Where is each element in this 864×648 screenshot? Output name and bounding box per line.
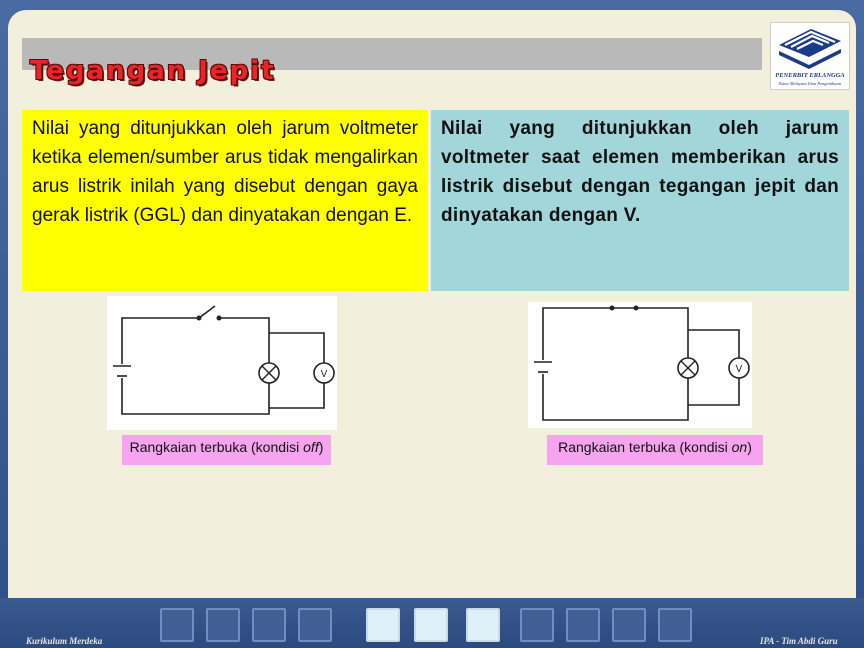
footer-curriculum: Kurikulum Merdeka — [26, 636, 103, 646]
voltmeter-label: V — [320, 369, 328, 380]
caption-state: on — [731, 439, 748, 455]
decor-tile — [466, 608, 500, 642]
voltmeter-icon — [314, 363, 334, 383]
circuit-off-diagram — [107, 296, 337, 430]
circuit-on-diagram — [528, 302, 752, 428]
lamp-icon — [259, 363, 279, 383]
emf-definition-box — [22, 110, 428, 291]
emf-definition-text: Nilai yang ditunjukkan oleh jarum voltmeter ketika elemen/sumber arus tidak mengalirkan arus listrik inilah yang disebut dengan gaya gerak listrik (GGL) dan dinyatakan dengan E. — [32, 118, 418, 226]
publisher-logo — [770, 22, 850, 90]
decor-tile — [658, 608, 692, 642]
caption-prefix: Rangkaian terbuka (kondisi — [129, 439, 304, 455]
terminal-voltage-definition-box — [431, 110, 849, 291]
caption-suffix: ) — [747, 439, 752, 455]
caption-prefix: Rangkaian terbuka (kondisi — [558, 439, 732, 455]
decor-tile — [298, 608, 332, 642]
logo-tagline: Kami Melayani Ilmu Pengetahuan — [778, 81, 842, 86]
decor-tile — [206, 608, 240, 642]
erlangga-logo-icon — [771, 23, 849, 73]
decor-tile — [160, 608, 194, 642]
caption-state: off — [303, 439, 319, 455]
caption-circuit-off — [122, 435, 331, 465]
voltmeter-label: V — [735, 364, 743, 375]
terminal-voltage-definition-text: Nilai yang ditunjukkan oleh jarum voltmeter saat elemen memberikan arus listrik disebut dengan tegangan jepit dan dinyatakan dengan V. — [441, 118, 839, 226]
slide-title: Tegangan Jepit — [30, 56, 276, 86]
decor-tile — [414, 608, 448, 642]
decor-tile — [366, 608, 400, 642]
lamp-icon — [678, 358, 698, 378]
voltmeter-icon — [729, 358, 749, 378]
decor-tile — [612, 608, 646, 642]
decor-tile — [566, 608, 600, 642]
caption-circuit-on — [547, 435, 763, 465]
decor-tile — [520, 608, 554, 642]
caption-suffix: ) — [318, 439, 324, 455]
footer-author: IPA - Tim Abdi Guru — [760, 636, 838, 646]
logo-name: PENERBIT ERLANGGA — [775, 72, 845, 79]
decor-tile — [252, 608, 286, 642]
